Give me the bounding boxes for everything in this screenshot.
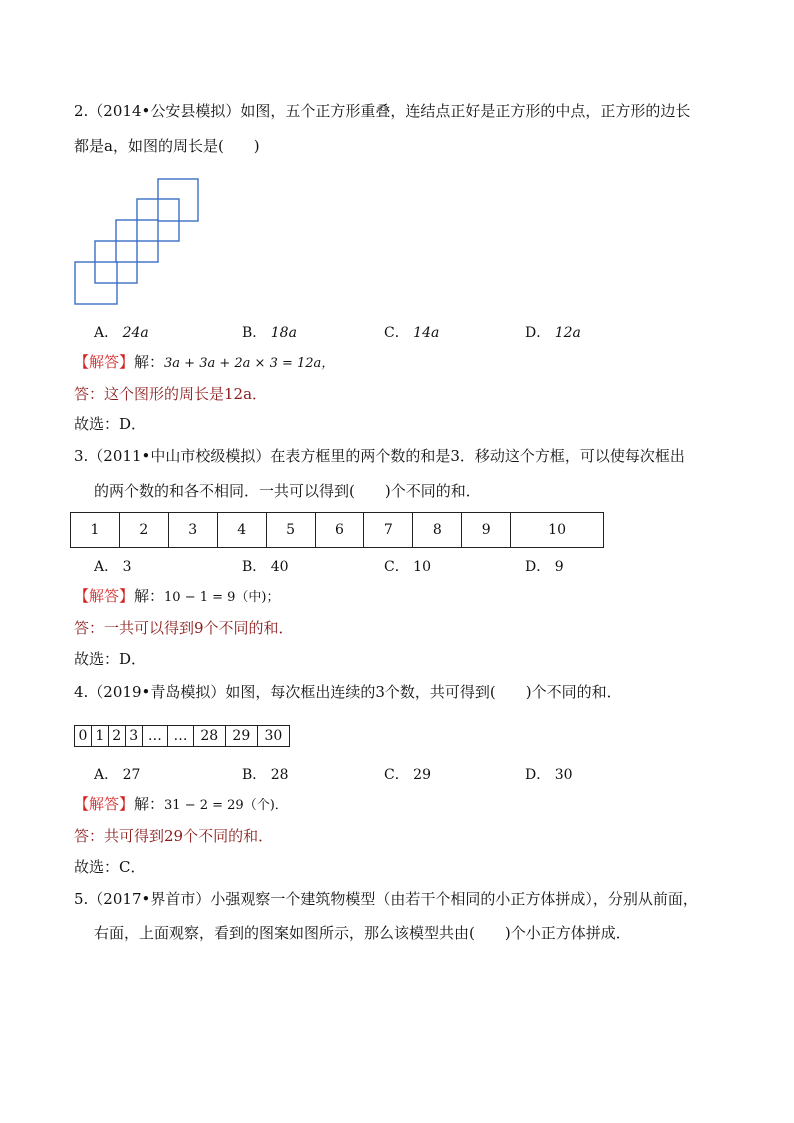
option-value: 29: [413, 767, 431, 783]
option-value: 18a: [270, 325, 297, 341]
table-row: [71, 513, 604, 548]
q2-choice: 故选：D．: [74, 415, 147, 433]
option-letter: A．: [94, 559, 119, 575]
table-cell: …: [168, 726, 194, 747]
q4-number-table: [74, 725, 290, 747]
option-letter: D．: [525, 767, 551, 783]
table-cell: 10: [511, 513, 604, 548]
q4-option-a[interactable]: [94, 764, 140, 784]
answer-label: 解：: [134, 587, 165, 605]
option-letter: D．: [525, 559, 551, 575]
q4-option-b[interactable]: [242, 764, 289, 784]
table-cell: 28: [193, 726, 225, 747]
table-cell: 3: [125, 726, 142, 747]
table-cell: 3: [168, 513, 217, 548]
option-value: 10: [413, 559, 431, 575]
q4-option-c[interactable]: [384, 764, 431, 784]
option-letter: C．: [384, 767, 409, 783]
table-row: [75, 726, 290, 747]
answer-label: 解：: [134, 353, 165, 371]
option-letter: C．: [384, 325, 409, 341]
table-cell: 4: [217, 513, 266, 548]
option-value: 30: [554, 767, 573, 783]
table-cell: 29: [225, 726, 257, 747]
answer-formula: 3a + 3a + 2a × 3 = 12a，: [164, 356, 335, 371]
q3-choice: 故选：D．: [74, 650, 147, 668]
answer-formula: 10 − 1 = 9（中)；: [164, 590, 280, 605]
q2-answer: [74, 352, 334, 374]
option-letter: C．: [384, 559, 409, 575]
q4-stem: 4.（2019•青岛模拟）如图，每次框出连续的3个数，共可得到( )个不同的和．: [74, 683, 622, 701]
q4-answer-text: 答：共可得到29个不同的和．: [74, 827, 274, 845]
option-value: 14a: [413, 325, 440, 341]
q2-stem-line2: 都是a，如图的周长是( ): [74, 137, 260, 155]
option-value: 24a: [122, 325, 149, 341]
option-letter: B．: [242, 325, 267, 341]
option-value: 12a: [554, 325, 581, 341]
q2-option-c[interactable]: [384, 322, 439, 342]
q2-option-b[interactable]: [242, 322, 297, 342]
option-value: 27: [122, 767, 141, 783]
q5-stem-line1: 5.（2017•界首市）小强观察一个建筑物模型（由若干个相同的小正方体拼成），分别从前面，: [74, 890, 698, 908]
answer-label: 解：: [134, 795, 165, 813]
q2-answer-text: 答：这个图形的周长是12a．: [74, 385, 268, 403]
option-letter: D．: [525, 325, 551, 341]
option-value: 3: [122, 559, 132, 575]
table-cell: 8: [413, 513, 462, 548]
table-cell: 1: [91, 726, 108, 747]
q3-option-b[interactable]: [242, 556, 289, 576]
option-letter: B．: [242, 559, 267, 575]
option-value: 9: [554, 559, 564, 575]
option-value: 40: [270, 559, 289, 575]
table-cell: 7: [364, 513, 413, 548]
table-cell: …: [142, 726, 168, 747]
q2-stem-line1: 2.（2014•公安县模拟）如图，五个正方形重叠，连结点正好是正方形的中点，正方形的边长: [74, 102, 691, 120]
table-cell: 30: [257, 726, 289, 747]
option-value: 28: [270, 767, 289, 783]
table-cell: 9: [462, 513, 511, 548]
answer-formula: 31 − 2 = 29（个)．: [164, 798, 288, 813]
q2-option-d[interactable]: [525, 322, 581, 342]
square-5: [158, 179, 198, 221]
q4-answer: [74, 794, 288, 816]
q3-answer-text: 答：一共可以得到9个不同的和．: [74, 619, 294, 637]
q4-choice: 故选：C．: [74, 858, 146, 876]
answer-tag: 【解答】: [74, 353, 135, 371]
q3-option-a[interactable]: [94, 556, 132, 576]
answer-tag: 【解答】: [74, 587, 135, 605]
option-letter: A．: [94, 325, 119, 341]
table-cell: 2: [108, 726, 125, 747]
table-cell: 5: [266, 513, 315, 548]
option-letter: A．: [94, 767, 119, 783]
option-letter: B．: [242, 767, 267, 783]
q3-number-table: [70, 512, 604, 548]
q2-option-a[interactable]: [94, 322, 149, 342]
q3-answer: [74, 586, 280, 608]
q3-option-c[interactable]: [384, 556, 431, 576]
answer-tag: 【解答】: [74, 795, 135, 813]
overlapping-squares-figure: [74, 178, 200, 306]
table-cell: 1: [71, 513, 120, 548]
table-cell: 2: [119, 513, 168, 548]
q3-stem-line1: 3.（2011•中山市校级模拟）在表方框里的两个数的和是3．移动这个方框，可以使每次框出: [74, 447, 685, 465]
q3-option-d[interactable]: [525, 556, 564, 576]
table-cell: 6: [315, 513, 364, 548]
q4-option-d[interactable]: [525, 764, 573, 784]
table-cell: 0: [75, 726, 92, 747]
q3-stem-line2: 的两个数的和各不相同．一共可以得到( )个不同的和．: [94, 482, 481, 500]
q5-stem-line2: 右面，上面观察，看到的图案如图所示，那么该模型共由( )个小正方体拼成．: [94, 924, 631, 942]
